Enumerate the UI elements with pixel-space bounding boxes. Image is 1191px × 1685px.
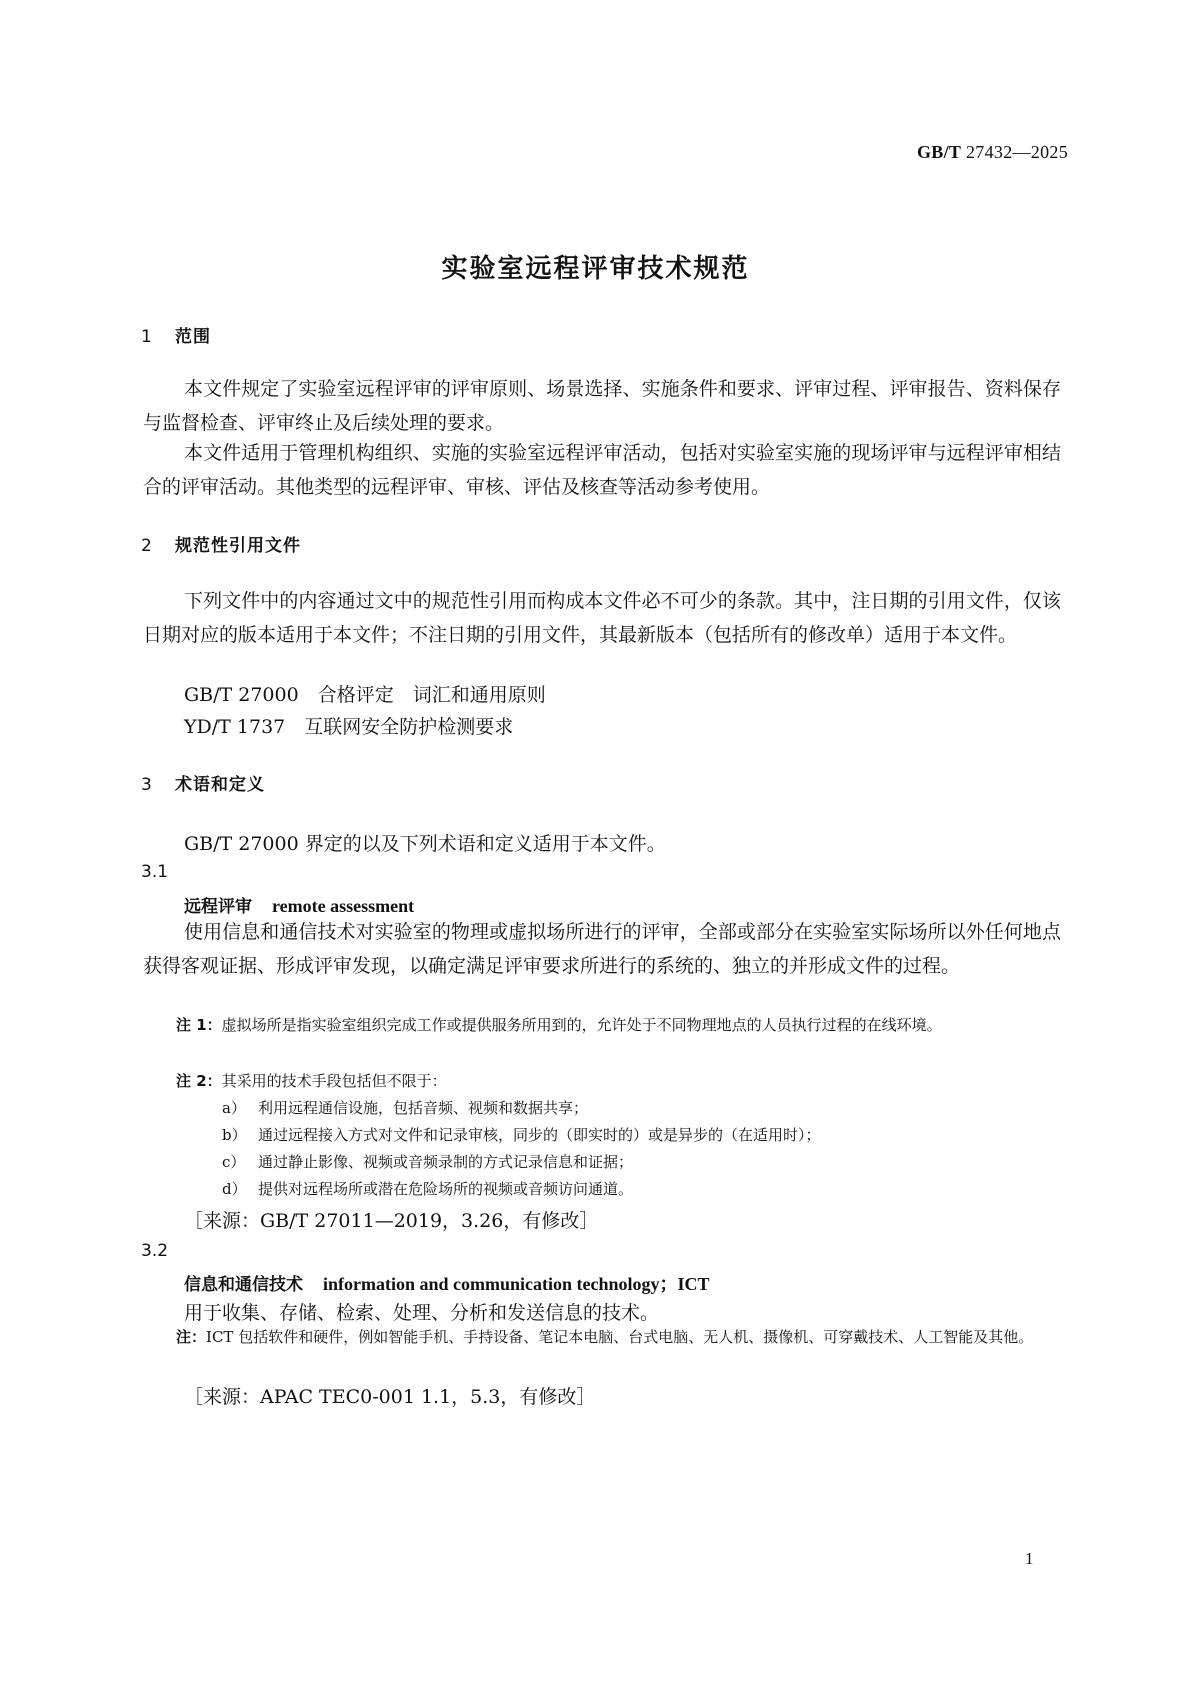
list-marker: c）	[222, 1153, 246, 1171]
section-3-heading	[141, 770, 265, 795]
page-number: 1	[1025, 1549, 1034, 1568]
term-source: ［来源：APAC TEC0-001 1.1，5.3，有修改］	[184, 1386, 596, 1408]
note-1	[176, 1012, 1061, 1039]
term-definition: 使用信息和通信技术对实验室的物理或虚拟场所进行的评审，全部或部分在实验室实际场所以外任何地点获得客观证据、形成评审发现，以确定满足评审要求所进行的系统的、独立的并形成文件的过程。	[143, 921, 1061, 977]
reference-code: GB/T 27000	[184, 684, 299, 706]
list-text: 通过静止影像、视频或音频录制的方式记录信息和证据；	[258, 1153, 634, 1171]
reference-item	[184, 712, 513, 739]
note-text: 其采用的技术手段包括但不限于：	[221, 1072, 447, 1090]
term-number: 3.1	[141, 862, 169, 882]
term-source: ［来源：GB/T 27011—2019，3.26，有修改］	[184, 1210, 599, 1232]
terms-intro: GB/T 27000 界定的以及下列术语和定义适用于本文件。	[184, 833, 666, 855]
list-marker: d）	[222, 1180, 247, 1198]
term-chinese: 信息和通信技术	[184, 1275, 303, 1295]
section-title: 术语和定义	[175, 775, 265, 795]
scope-paragraph-1: 本文件规定了实验室远程评审的评审原则、场景选择、实施条件和要求、评审过程、评审报告、资料保存与监督检查、评审终止及后续处理的要求。	[143, 378, 1061, 434]
list-item	[222, 1124, 821, 1145]
section-1-heading	[141, 322, 211, 347]
list-item	[222, 1151, 633, 1172]
list-item	[222, 1097, 588, 1118]
list-marker: a）	[222, 1099, 246, 1117]
reference-item	[184, 680, 546, 707]
reference-code: YD/T 1737	[184, 716, 286, 738]
section-number: 3	[141, 775, 153, 795]
section-2-heading	[141, 531, 301, 556]
term-definition: 用于收集、存储、检索、处理、分析和发送信息的技术。	[184, 1302, 660, 1324]
note-text: 虚拟场所是指实验室组织完成工作或提供服务所用到的，允许处于不同物理地点的人员执行过程的在线环境。	[221, 1016, 942, 1034]
list-text: 利用远程通信设施，包括音频、视频和数据共享；	[258, 1099, 589, 1117]
term-number: 3.2	[141, 1241, 169, 1261]
section-number: 1	[141, 327, 153, 347]
note	[176, 1324, 1061, 1351]
term-heading	[184, 892, 414, 917]
term-heading	[184, 1270, 710, 1296]
note-label: 注 1：	[176, 1016, 222, 1034]
term-english: remote assessment	[272, 896, 415, 916]
normative-references-paragraph: 下列文件中的内容通过文中的规范性引用而构成本文件必不可少的条款。其中，注日期的引用文件，仅该日期对应的版本适用于本文件；不注日期的引用文件，其最新版本（包括所有的修改单）适用于本文件。	[143, 590, 1061, 646]
note-text: ICT 包括软件和硬件，例如智能手机、手持设备、笔记本电脑、台式电脑、无人机、摄像机、可穿戴技术、人工智能及其他。	[206, 1328, 1034, 1346]
term-chinese: 远程评审	[184, 897, 252, 917]
list-text: 提供对远程场所或潜在危险场所的视频或音频访问通道。	[258, 1180, 634, 1198]
standard-number	[917, 142, 1068, 163]
section-number: 2	[141, 536, 153, 556]
term-english: information and communication technology；ICT	[323, 1274, 710, 1294]
document-title: 实验室远程评审技术规范	[441, 254, 750, 284]
standard-code: 27432—2025	[966, 142, 1068, 162]
list-marker: b）	[222, 1126, 247, 1144]
note-label: 注：	[176, 1328, 207, 1346]
section-title: 规范性引用文件	[175, 536, 301, 556]
note-2	[176, 1068, 1061, 1095]
standard-prefix: GB/T	[916, 142, 962, 162]
reference-title: 互联网安全防护检测要求	[304, 716, 514, 738]
note-label: 注 2：	[176, 1072, 222, 1090]
section-title: 范围	[175, 327, 211, 347]
list-item	[222, 1178, 633, 1199]
reference-title: 合格评定 词汇和通用原则	[317, 684, 546, 706]
list-text: 通过远程接入方式对文件和记录审核，同步的（即实时的）或是异步的（在适用时）；	[258, 1126, 821, 1144]
scope-paragraph-2: 本文件适用于管理机构组织、实施的实验室远程评审活动，包括对实验室实施的现场评审与远程评审相结合的评审活动。其他类型的远程评审、审核、评估及核查等活动参考使用。	[143, 442, 1061, 498]
